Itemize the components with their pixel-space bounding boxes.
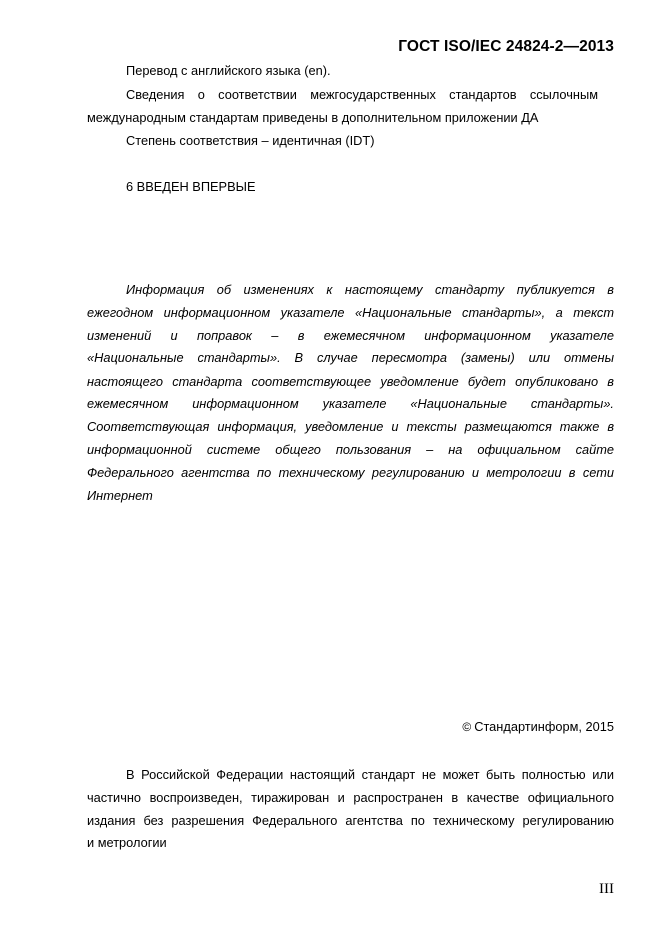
notice-line-5: настоящего стандарта соответствующее уведомление будет опубликовано в	[87, 374, 614, 389]
section-6-heading: 6 ВВЕДЕН ВПЕРВЫЕ	[126, 179, 256, 194]
rights-line-1: В Российской Федерации настоящий стандарт не может быть полностью или	[126, 767, 614, 782]
info-line-2: международным стандартам приведены в дополнительном приложении ДА	[87, 110, 539, 125]
notice-line-6: ежемесячном информационном указателе «Национальные стандарты».	[87, 396, 614, 411]
rights-line-2: частично воспроизведен, тиражирован и распространен в качестве официального	[87, 790, 614, 805]
notice-line-8: информационной системе общего пользования – на официальном сайте	[87, 442, 614, 457]
copyright-line	[462, 719, 614, 734]
notice-line-10: Интернет	[87, 488, 153, 503]
notice-line-7: Соответствующая информация, уведомление и тексты размещаются также в	[87, 419, 614, 434]
notice-line-9: Федерального агентства по техническому регулированию и метрологии в сети	[87, 465, 614, 480]
info-line-1: Сведения о соответствии межгосударственных стандартов ссылочным	[126, 87, 598, 102]
standard-code-header: ГОСТ ISO/IEC 24824-2—2013	[398, 38, 614, 55]
copyright-icon: ©	[462, 720, 472, 734]
notice-line-2: ежегодном информационном указателе «Национальные стандарты», а текст	[87, 305, 614, 320]
rights-line-3: издания без разрешения Федерального агентства по техническому регулированию	[87, 813, 614, 828]
notice-line-3: изменений и поправок – в ежемесячном информационном указателе	[87, 328, 614, 343]
copyright-text: Стандартинформ, 2015	[474, 719, 614, 734]
page-number: III	[599, 881, 614, 897]
rights-line-4: и метрологии	[87, 835, 167, 850]
translation-note: Перевод с английского языка (en).	[126, 63, 331, 78]
conformity-degree: Степень соответствия – идентичная (IDT)	[126, 133, 375, 148]
notice-line-4: «Национальные стандарты». В случае пересмотра (замены) или отмены	[87, 350, 614, 365]
notice-line-1: Информация об изменениях к настоящему стандарту публикуется в	[126, 282, 614, 297]
